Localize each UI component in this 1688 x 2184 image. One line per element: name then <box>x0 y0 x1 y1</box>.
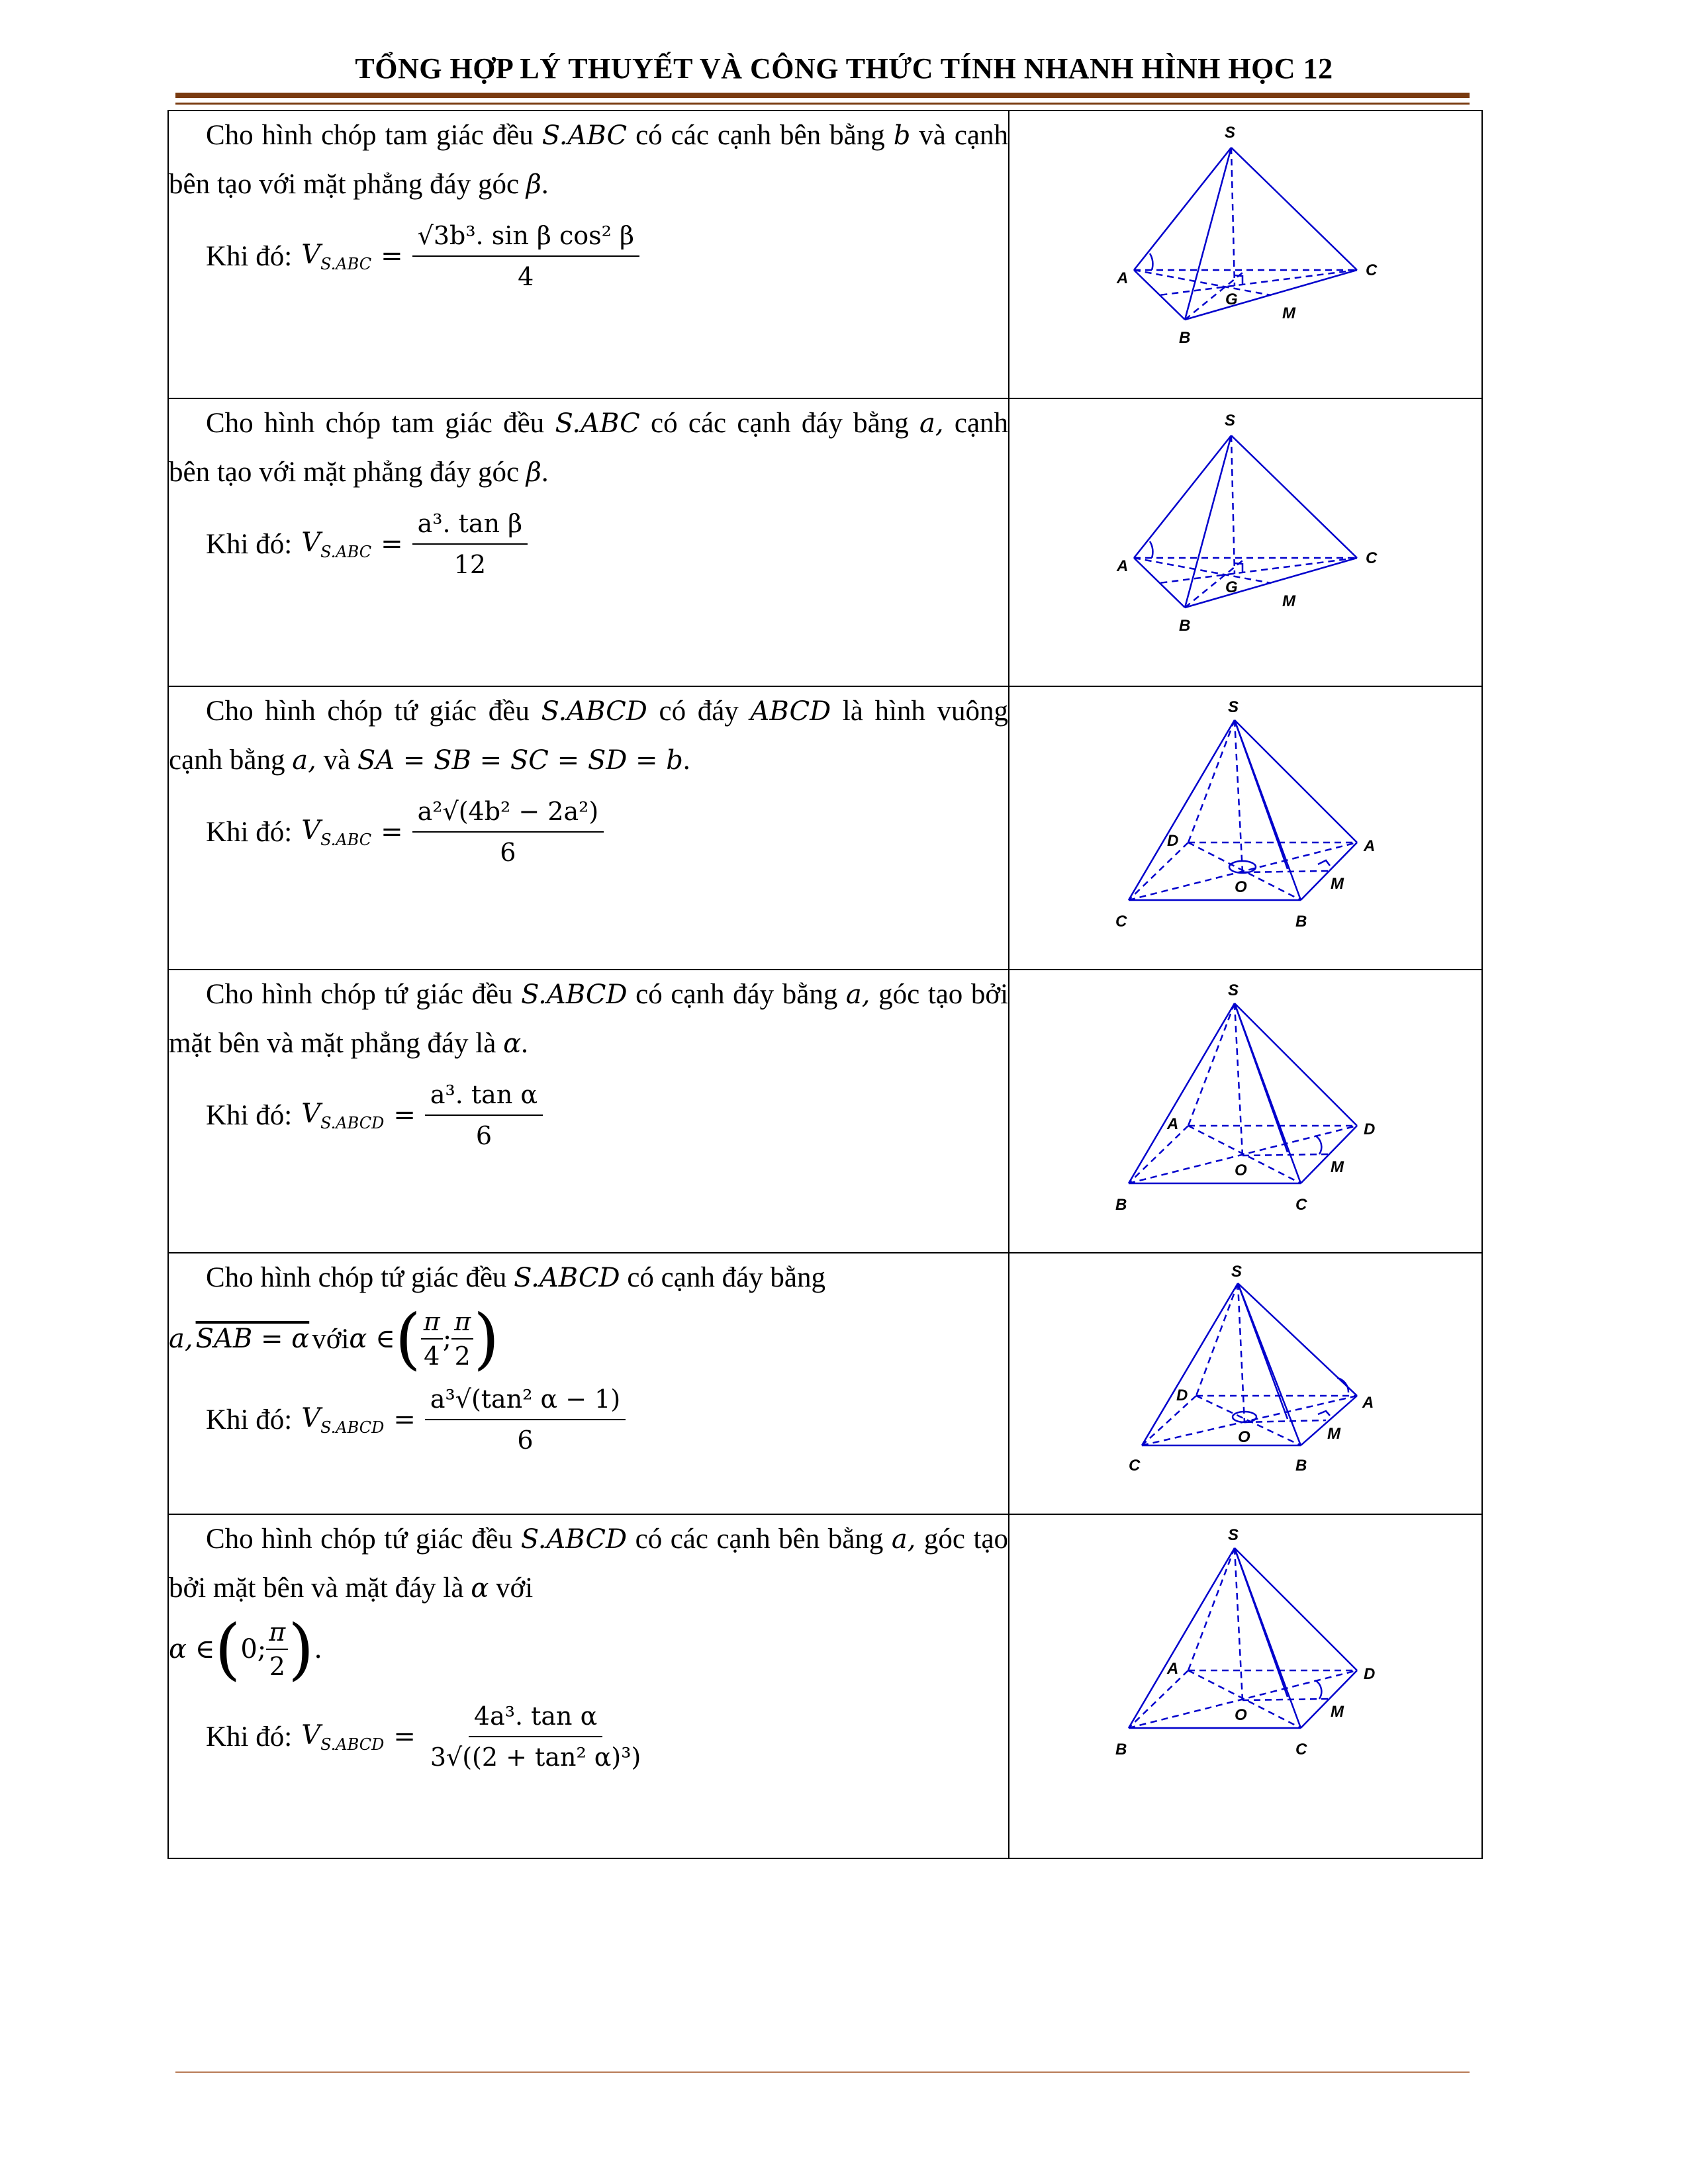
svg-text:M: M <box>1331 1158 1344 1176</box>
table-row <box>168 398 1482 686</box>
text-cell <box>168 970 1009 1253</box>
table-row <box>168 970 1482 1253</box>
angle-condition: α ∈ ( 0; $\frac{\pi}{2}$ ) . <box>169 1610 323 1688</box>
problem-statement: Cho hình chóp tứ giác đều S.ABCD có cạnh đáy bằng a, góc tạo bởi mặt bên và mặt phẳng đáy là α. <box>169 979 1009 1059</box>
pyramid-figure-2 <box>1009 399 1481 684</box>
svg-text:O: O <box>1235 878 1247 896</box>
svg-text:D: D <box>1167 832 1179 850</box>
svg-text:C: C <box>1366 549 1378 567</box>
svg-text:S: S <box>1225 412 1236 430</box>
svg-text:G: G <box>1225 291 1238 308</box>
svg-text:S: S <box>1231 1263 1243 1281</box>
svg-text:C: C <box>1295 1196 1307 1214</box>
angle-condition: a, SAB = α với α ∈ ( $\frac{\pi}{4}$ ; $\frac{\pi}{2}$ ) <box>169 1300 500 1377</box>
problem-statement: Cho hình chóp tứ giác đều S.ABCD có đáy ABCD là hình vuông cạnh bằng a, và SA = SB = SC = SD = b. <box>169 696 1009 776</box>
svg-text:B: B <box>1295 913 1307 931</box>
text-cell <box>168 1253 1009 1514</box>
svg-text:M: M <box>1282 592 1295 610</box>
svg-text:B: B <box>1179 617 1191 635</box>
square-pyramid-figure-4 <box>1009 970 1481 1251</box>
text-cell <box>168 111 1009 398</box>
figure-cell <box>1009 398 1482 686</box>
svg-text:O: O <box>1238 1428 1250 1446</box>
problem-statement: Cho hình chóp tứ giác đều S.ABCD có các cạnh bên bằng a, góc tạo bởi mặt bên và mặt đáy là α với <box>169 1524 1009 1604</box>
volume-formula: Khi đó: $V_{S.ABCD}$ = $\frac{\text{a³√(tan² α − 1)}}{6}$ <box>206 1379 1008 1460</box>
formula-table <box>167 110 1483 1859</box>
figure-cell <box>1009 1514 1482 1858</box>
svg-text:B: B <box>1115 1196 1127 1214</box>
svg-text:S: S <box>1228 698 1239 716</box>
header-rule-thick <box>175 93 1470 98</box>
text-cell <box>168 686 1009 970</box>
svg-text:B: B <box>1179 329 1191 347</box>
svg-text:M: M <box>1331 1703 1344 1721</box>
page-header: TỔNG HỢP LÝ THUYẾT VÀ CÔNG THỨC TÍNH NHANH HÌNH HỌC 12 <box>355 52 1333 85</box>
svg-text:G: G <box>1225 578 1238 596</box>
svg-text:C: C <box>1366 261 1378 279</box>
svg-text:C: C <box>1129 1457 1141 1475</box>
volume-formula: Khi đó: $V_{S.ABC}$ = $\frac{\text{√3b³. sin β cos² β}}{4}$ <box>206 216 1008 296</box>
svg-text:M: M <box>1327 1425 1340 1443</box>
svg-text:A: A <box>1364 837 1376 855</box>
square-pyramid-figure-3 <box>1009 687 1481 968</box>
svg-text:A: A <box>1362 1394 1374 1412</box>
square-pyramid-figure-6 <box>1009 1515 1481 1793</box>
table-row <box>168 1253 1482 1514</box>
problem-statement: Cho hình chóp tứ giác đều S.ABCD có cạnh đáy bằng <box>206 1262 825 1293</box>
problem-statement: Cho hình chóp tam giác đều S.ABC có các cạnh bên bằng b và cạnh bên tạo với mặt phẳng đáy góc β. <box>169 120 1009 200</box>
text-cell <box>168 398 1009 686</box>
svg-text:A: A <box>1167 1115 1179 1133</box>
table-row <box>168 1514 1482 1858</box>
svg-text:A: A <box>1117 269 1129 287</box>
volume-formula: Khi đó: $V_{S.ABCD}$ = $\frac{\text{a³. tan α}}{6}$ <box>206 1075 1008 1156</box>
svg-text:S: S <box>1228 1526 1239 1544</box>
svg-text:A: A <box>1167 1660 1179 1678</box>
svg-text:D: D <box>1364 1120 1376 1138</box>
volume-formula: Khi đó: $V_{S.ABC}$ = $\frac{\text{a²√(4b² − 2a²)}}{6}$ <box>206 792 1008 872</box>
header-rule-thin <box>175 103 1470 105</box>
svg-text:B: B <box>1295 1457 1307 1475</box>
svg-text:D: D <box>1176 1387 1188 1404</box>
svg-text:O: O <box>1235 1161 1247 1179</box>
figure-cell <box>1009 1253 1482 1514</box>
figure-cell <box>1009 111 1482 398</box>
text-cell <box>168 1514 1009 1858</box>
volume-formula: Khi đó: $V_{S.ABC}$ = $\frac{\text{a³. tan β}}{12}$ <box>206 504 1008 584</box>
svg-text:S: S <box>1225 124 1236 142</box>
svg-text:S: S <box>1228 981 1239 999</box>
svg-text:O: O <box>1235 1706 1247 1724</box>
svg-text:C: C <box>1115 913 1127 931</box>
table-row <box>168 686 1482 970</box>
svg-text:M: M <box>1331 875 1344 893</box>
problem-statement: Cho hình chóp tam giác đều S.ABC có các cạnh đáy bằng a, cạnh bên tạo với mặt phẳng đáy góc β. <box>169 408 1009 488</box>
figure-cell <box>1009 686 1482 970</box>
svg-text:D: D <box>1364 1665 1376 1683</box>
svg-text:M: M <box>1282 304 1295 322</box>
table-row <box>168 111 1482 398</box>
figure-cell <box>1009 970 1482 1253</box>
square-pyramid-figure-5 <box>1009 1253 1481 1512</box>
svg-text:C: C <box>1295 1741 1307 1758</box>
footer-rule <box>175 2071 1470 2073</box>
svg-text:B: B <box>1115 1741 1127 1758</box>
svg-text:A: A <box>1117 557 1129 575</box>
volume-formula: Khi đó: $V_{S.ABCD}$ = $\frac{\text{4a³. tan α}}{\text{3√((2 + tan² α)³)}}$ <box>206 1696 1008 1777</box>
pyramid-figure-1 <box>1009 111 1481 396</box>
